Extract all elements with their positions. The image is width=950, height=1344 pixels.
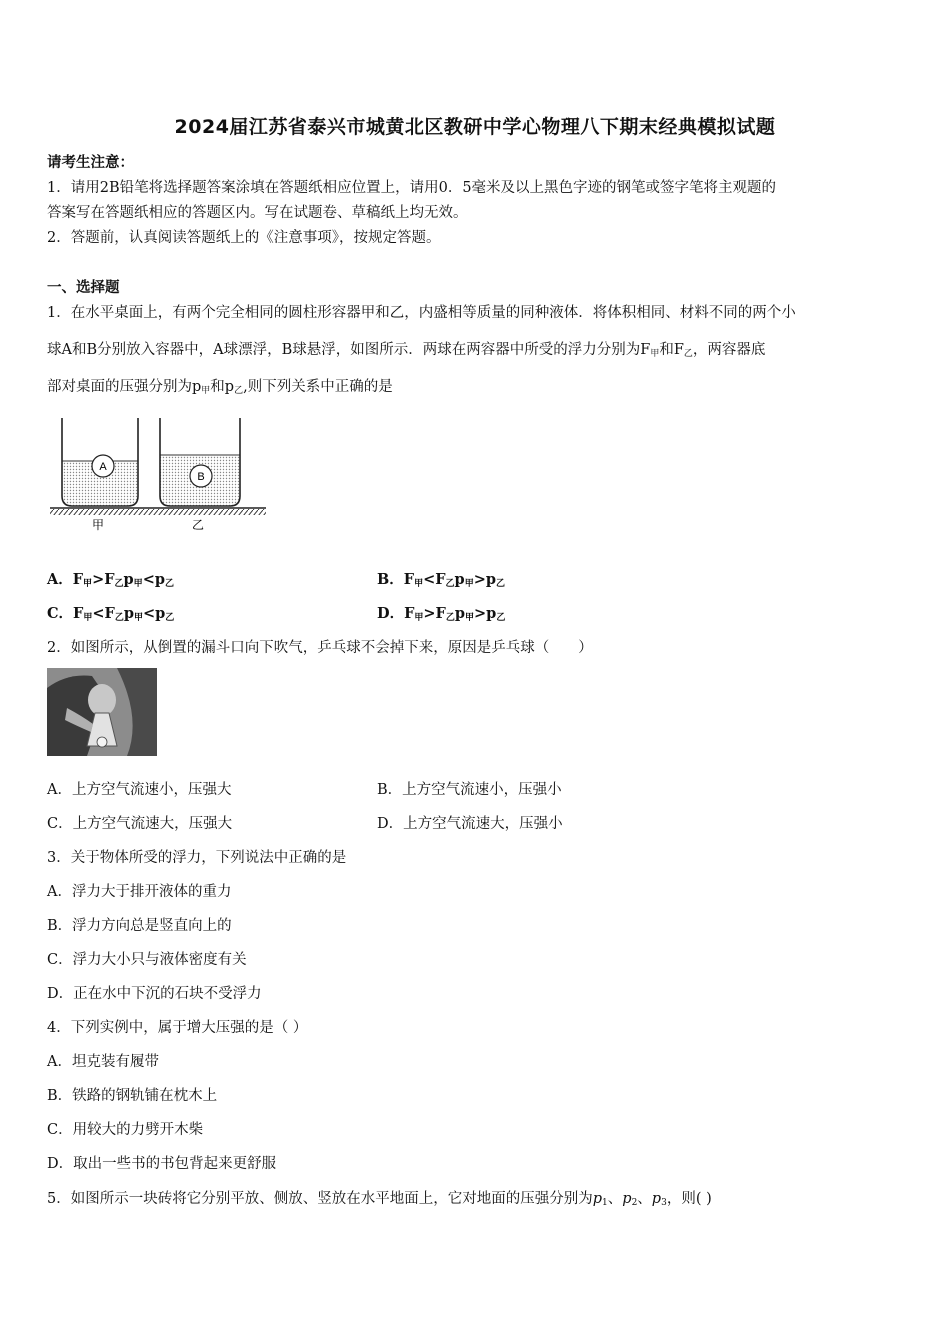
q2-option-a: A．上方空气流速小，压强大 [47,782,232,798]
q3-option-b: B．浮力方向总是竖直向上的 [47,918,232,934]
ball-b-label: B [197,471,205,483]
q2-option-d: D．上方空气流速大，压强小 [377,816,563,832]
q3-option-a: A．浮力大于排开液体的重力 [47,884,232,900]
q5-stem: 5．如图所示一块砖将它分别平放、侧放、竖放在水平地面上，它对地面的压强分别为$p_1$、$p_2$、$p_3$，则( ) [47,1191,712,1208]
page-title: 2024届江苏省泰兴市城黄北区教研中学心物理八下期末经典模拟试题 [174,116,776,138]
q1-option-a: A．$F_甲>F_乙p_甲<p_乙$ [47,571,174,589]
q3-stem: 3．关于物体所受的浮力，下列说法中正确的是 [47,850,347,866]
notice-line-2: 2．答题前，认真阅读答题纸上的《注意事项》，按规定答题。 [47,230,441,246]
q2-option-c: C．上方空气流速大，压强大 [47,816,233,832]
q1-option-b: B．$F_甲<F_乙p_甲>p_乙$ [377,571,506,589]
q1-containers-figure [48,414,270,534]
q4-option-d: D．取出一些书的书包背起来更舒服 [47,1156,277,1172]
q4-option-c: C．用较大的力劈开木柴 [47,1122,204,1138]
label-yi: 乙 [191,518,205,532]
q3-option-c: C．浮力大小只与液体密度有关 [47,952,247,968]
q3-option-d: D．正在水中下沉的石块不受浮力 [47,986,262,1002]
notice-heading: 请考生注意： [47,154,134,171]
q1-stem-line-1: 1．在水平桌面上，有两个完全相同的圆柱形容器甲和乙，内盛相等质量的同种液体．将体积相同、材料不同的两个小 [47,305,796,321]
q1-stem-line-2: 球A和B分别放入容器中，A球漂浮，B球悬浮，如图所示．两球在两容器中所受的浮力分别为$F_甲$和$F_乙$，两容器底 [47,342,766,359]
ball-a-label: A [99,461,107,473]
q2-option-b: B．上方空气流速小，压强小 [377,782,562,798]
table-hatching [50,509,266,515]
q4-option-b: B．铁路的钢轨铺在枕木上 [47,1088,218,1104]
notice-line-1b: 答案写在答题纸相应的答题区内。写在试题卷、草稿纸上均无效。 [47,205,468,221]
q2-stem: 2．如图所示，从倒置的漏斗口向下吹气，乒乓球不会掉下来，原因是乒乓球（ ） [47,640,593,656]
q2-funnel-photo [47,668,157,756]
q4-stem: 4．下列实例中，属于增大压强的是（ ） [47,1020,308,1036]
q1-stem-line-3: 部对桌面的压强分别为$p_甲$和$p_乙$,则下列关系中正确的是 [47,379,393,396]
notice-line-1: 1．请用2B铅笔将选择题答案涂填在答题纸相应位置上，请用0．5毫米及以上黑色字迹的钢笔或签字笔将主观题的 [47,180,777,196]
q1-option-d: D．$F_甲>F_乙p_甲>p_乙$ [377,605,506,623]
q1-option-c: C．$F_甲<F_乙p_甲<p_乙$ [47,605,175,623]
section-heading: 一、选择题 [47,279,120,296]
label-jia: 甲 [91,518,105,532]
q4-option-a: A．坦克装有履带 [47,1054,159,1070]
